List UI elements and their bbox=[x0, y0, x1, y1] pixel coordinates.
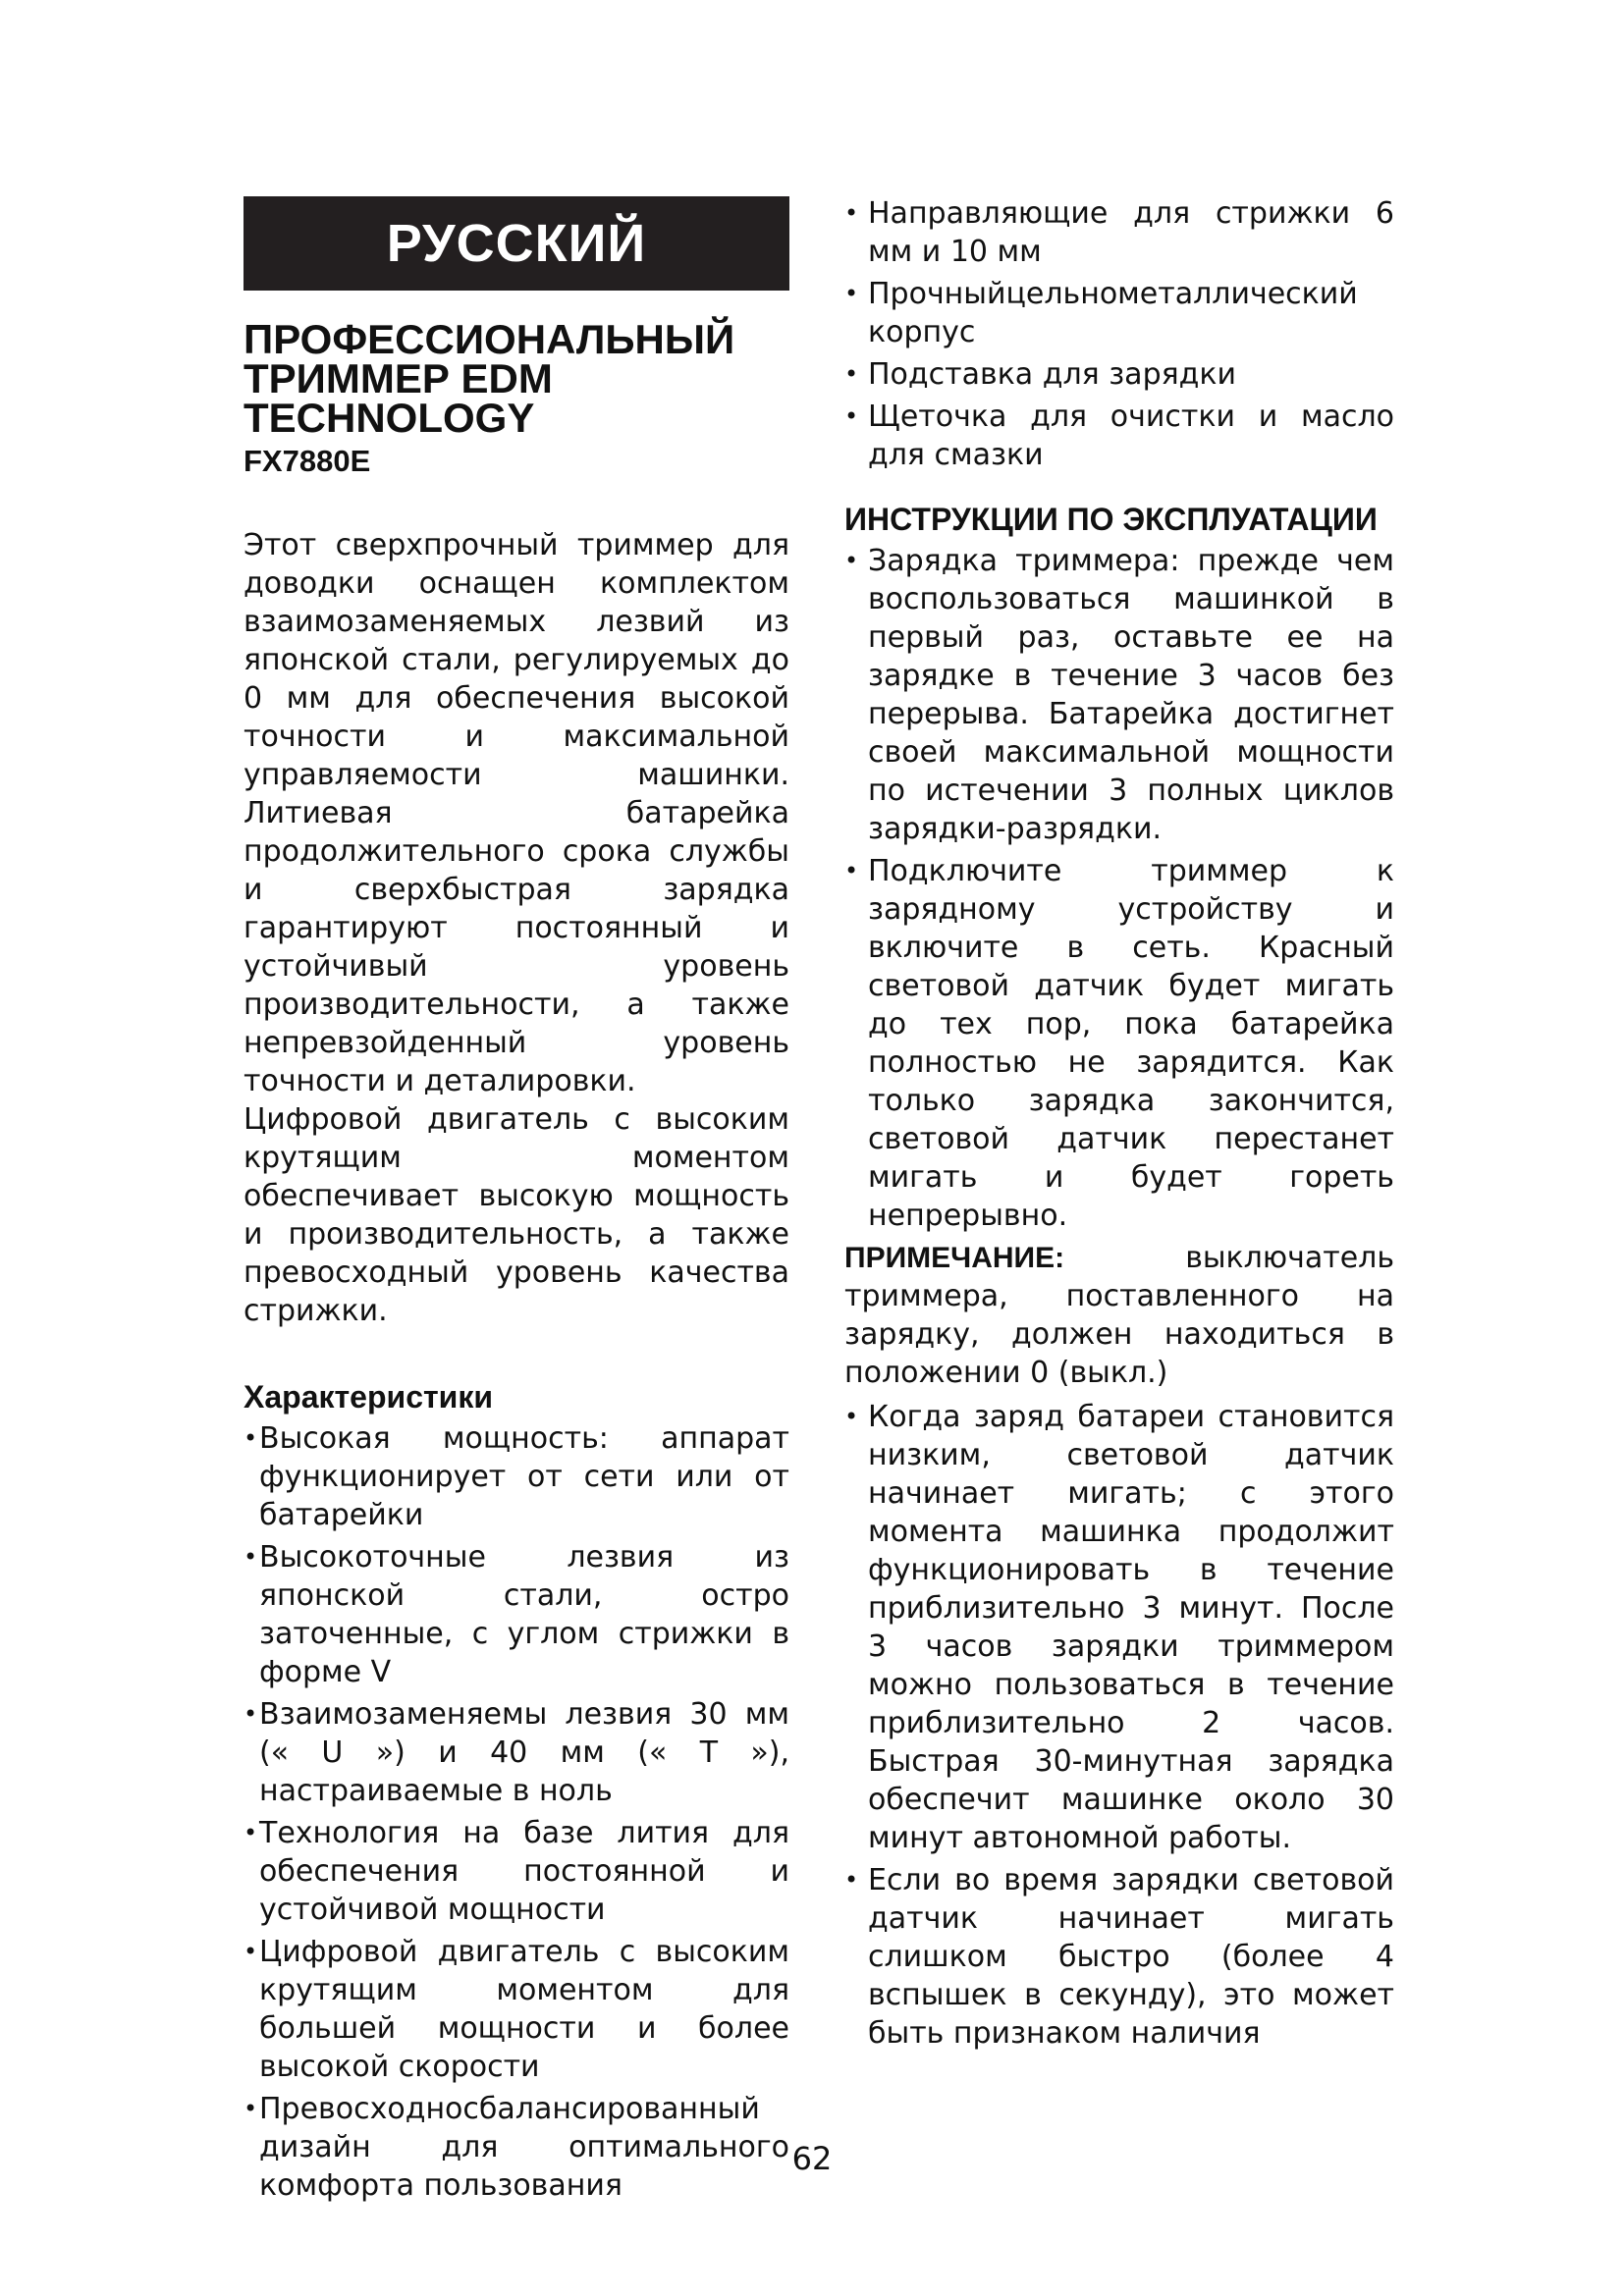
instruction-item: • Подключите триммер к зарядному устройству и включите в сеть. Красный световой датчик будет мигать до тех пор, пока батарейка полностью не зарядится. Как только зарядка закончится, световой датчик перестанет мигать и будет гореть непрерывно. bbox=[844, 852, 1394, 1235]
left-column bbox=[244, 196, 789, 2209]
instructions-list-continued bbox=[844, 1398, 1394, 2053]
instruction-item: • Зарядка триммера: прежде чем воспользоваться машинкой в первый раз, оставьте ее на зарядке в течение 3 часов без перерыва. Батарейка достигнет своей максимальной мощности по истечении 3 полных циклов зарядки-разрядки. bbox=[844, 542, 1394, 848]
note-text: выключатель триммера, поставленного на зарядку, должен находиться в положении 0 (выкл.) bbox=[844, 1241, 1394, 1390]
features-list bbox=[244, 1419, 789, 2205]
feature-item: • Цифровой двигатель с высоким крутящим моментом для большей мощности и более высокой скорости bbox=[244, 1933, 789, 2086]
feature-item: • Превосходносбалансированный дизайн для оптимального комфорта пользования bbox=[244, 2090, 789, 2205]
feature-item: • Прочныйцельнометаллический корпус bbox=[844, 275, 1394, 351]
motor-paragraph: Цифровой двигатель с высоким крутящим моментом обеспечивает высокую мощность и производительность, а также превосходный уровень качества стрижки. bbox=[244, 1102, 789, 1328]
note bbox=[844, 1239, 1394, 1392]
feature-item: • Подставка для зарядки bbox=[844, 355, 1394, 394]
page-number: 62 bbox=[791, 2140, 833, 2177]
feature-item: • Направляющие для стрижки 6 мм и 10 мм bbox=[844, 194, 1394, 271]
instructions-heading: ИНСТРУКЦИИ ПО ЭКСПЛУАТАЦИИ bbox=[844, 502, 1378, 537]
intro-paragraph: Этот сверхпрочный триммер для доводки оснащен комплектом взаимозаменяемых лезвий из японской стали, регулируемых до 0 мм для обеспечения высокой точности и максимальной управляемости машинки. Литиевая батарейка продолжительного срока службы и сверхбыстрая зарядка гарантируют постоянный и устойчивый уровень производительности, а также непревзойденный уровень точности и деталировки. bbox=[244, 528, 789, 1098]
instructions-list bbox=[844, 542, 1394, 1235]
feature-item: • Высокоточные лезвия из японской стали, остро заточенные, с углом стрижки в форме V bbox=[244, 1538, 789, 1691]
instruction-item: • Когда заряд батареи становится низким, световой датчик начинает мигать; с этого момента машинка продолжит функционировать в течение приблизительно 3 минут. После 3 часов зарядки триммером можно пользоваться в течение приблизительно 2 часов. Быстрая 30-минутная зарядка обеспечит машинке около 30 минут автономной работы. bbox=[844, 1398, 1394, 1857]
features-list-continued bbox=[844, 194, 1394, 474]
model-number: FX7880E bbox=[244, 444, 371, 478]
note-label: ПРИМЕЧАНИЕ: bbox=[844, 1242, 1065, 1274]
features-heading: Характеристики bbox=[244, 1379, 494, 1415]
feature-item: • Технология на базе лития для обеспечения постоянной и устойчивой мощности bbox=[244, 1814, 789, 1929]
right-column bbox=[844, 194, 1394, 2056]
feature-item: • Высокая мощность: аппарат функционирует от сети или от батарейки bbox=[244, 1419, 789, 1534]
feature-item: • Взаимозаменяемы лезвия 30 мм (« U ») и 40 мм (« T »), настраиваемые в ноль bbox=[244, 1695, 789, 1810]
language-banner: РУССКИЙ bbox=[244, 196, 789, 291]
product-title: ПРОФЕССИОНАЛЬНЫЙ ТРИММЕР EDM TECHNOLOGY bbox=[244, 316, 735, 441]
feature-item: • Щеточка для очистки и масло для смазки bbox=[844, 398, 1394, 474]
instruction-item: • Если во время зарядки световой датчик начинает мигать слишком быстро (более 4 вспышек в секунду), это может быть признаком наличия bbox=[844, 1861, 1394, 2053]
